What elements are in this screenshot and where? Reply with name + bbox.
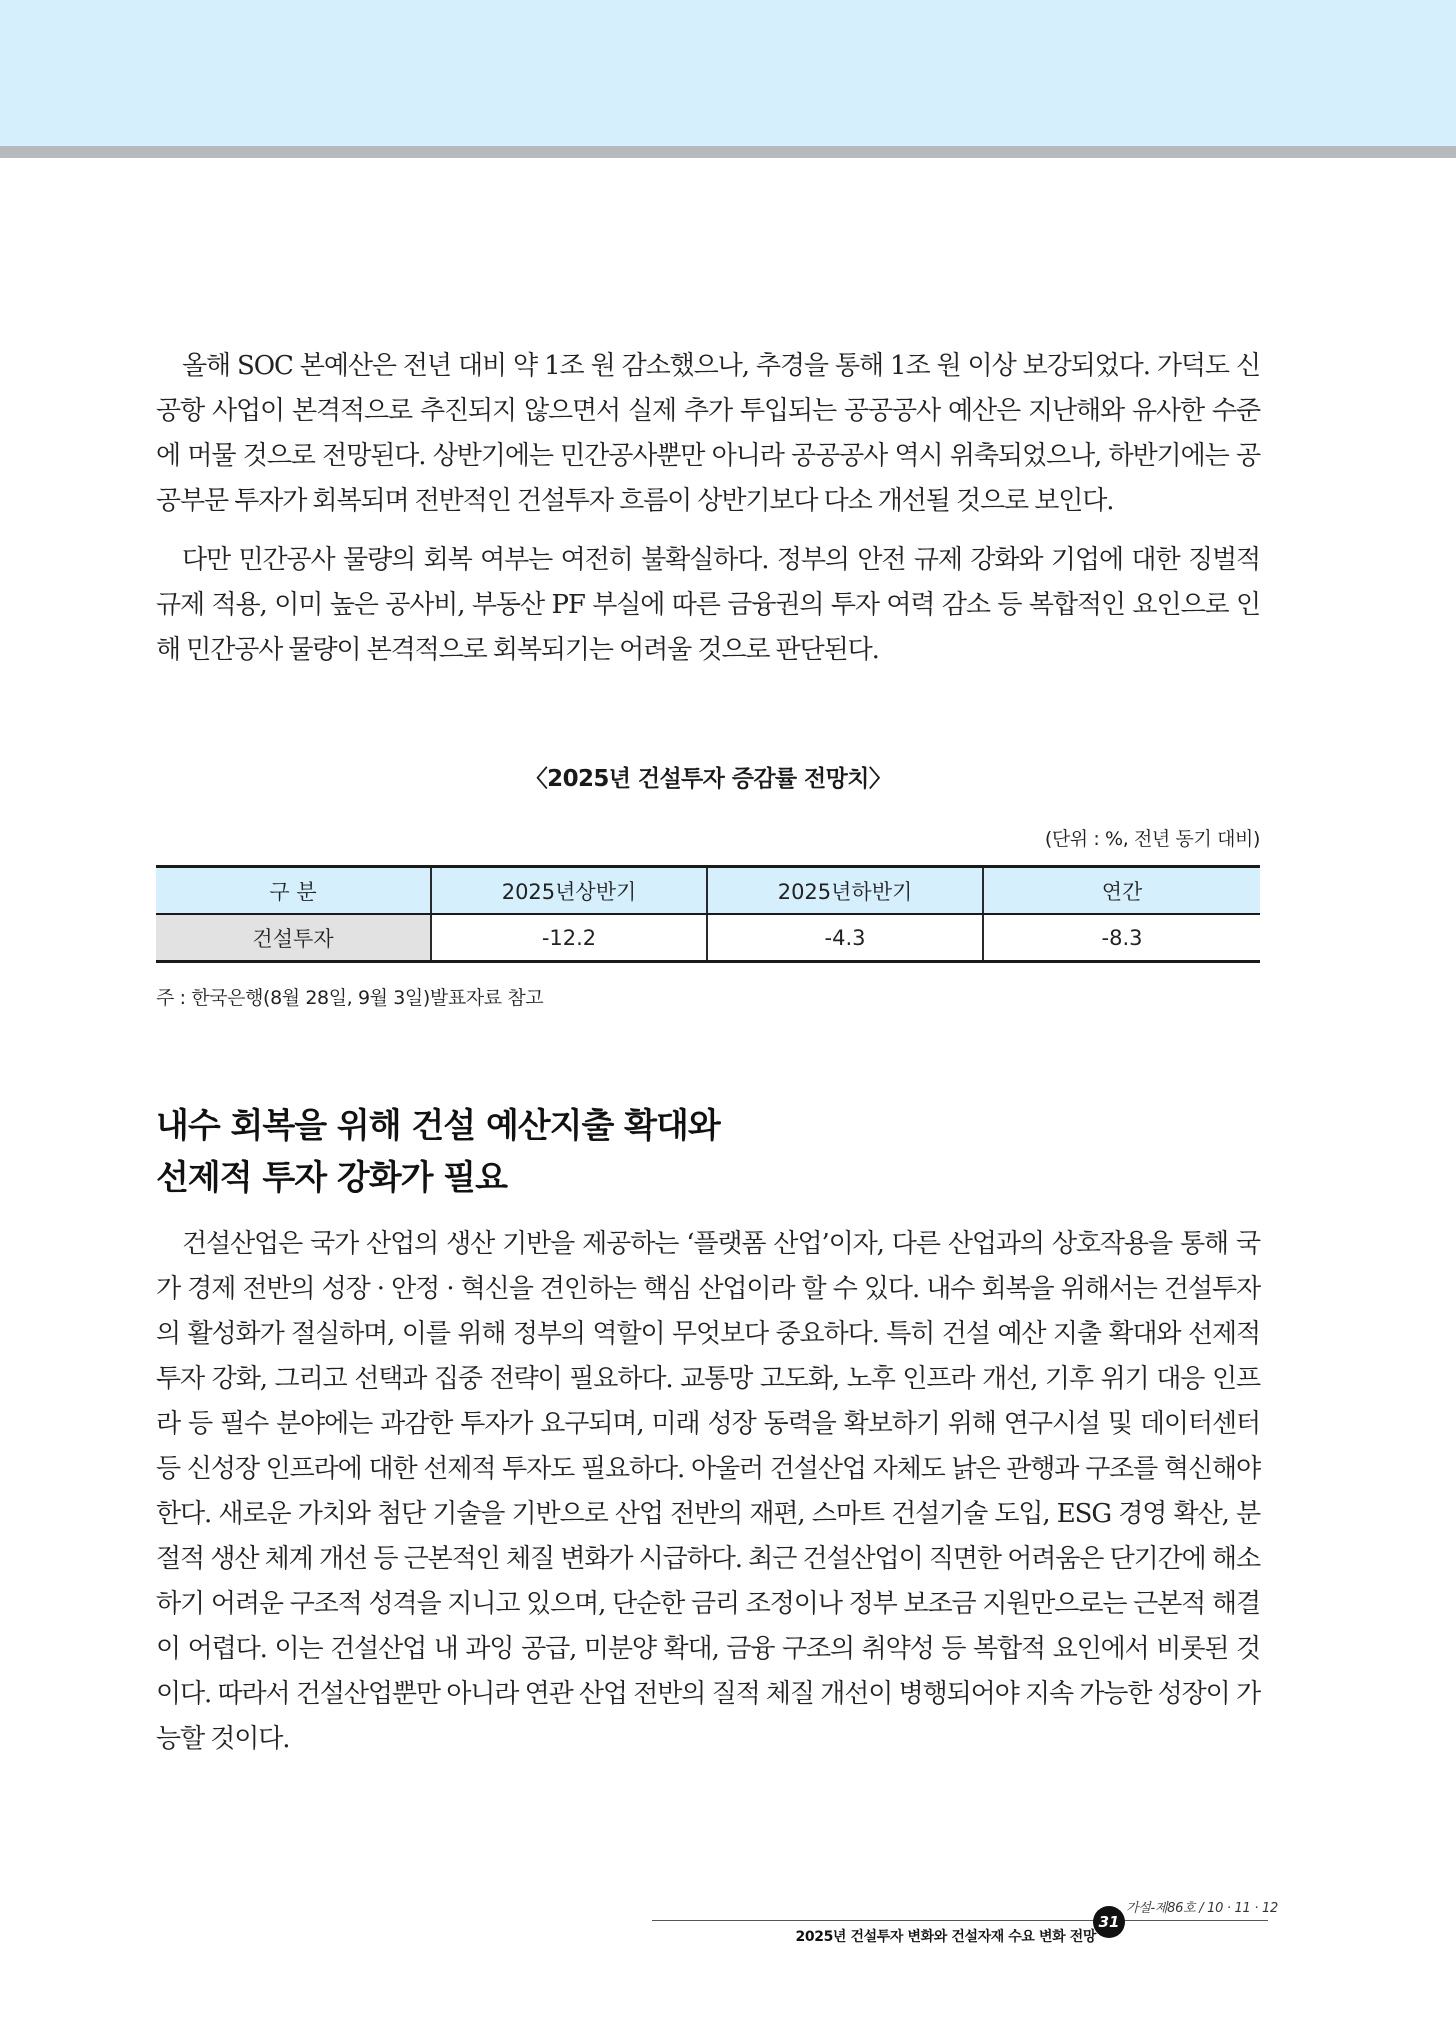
table-cell-h1: -12.2 [431, 914, 707, 962]
section-heading-line-2: 선제적 투자 강화가 필요 [156, 1158, 507, 1198]
header-rule [0, 146, 1456, 158]
table-row-label: 건설투자 [156, 914, 431, 962]
body-paragraph-1: 올해 SOC 본예산은 전년 대비 약 1조 원 감소했으나, 추경을 통해 1조 원 이상 보강되었다. 가덕도 신공항 사업이 본격적으로 추진되지 않으면서 실제 추가 투입되는 공공공사 예산은 지난해와 유사한 수준에 머물 것으로 전망된다. 상반기에는 민간공사뿐만 아니라 공공공사 역시 위축되었으나, 하반기에는 공공부문 투자가 회복되며 전반적인 건설투자 흐름이 상반기보다 다소 개선될 것으로 보인다. [156, 351, 1260, 516]
table-header-h2: 2025년하반기 [707, 867, 983, 915]
footer-issue: 가설-제86호 / 10 · 11 · 12 [1126, 1901, 1278, 1916]
table-header-h1: 2025년상반기 [431, 867, 707, 915]
body-paragraph-2: 다만 민간공사 물량의 회복 여부는 여전히 불확실하다. 정부의 안전 규제 강화와 기업에 대한 징벌적 규제 적용, 이미 높은 공사비, 부동산 PF 부실에 따른 금융권의 투자 여력 감소 등 복합적인 요인으로 인해 민간공사 물량이 본격적으로 회복되기는 어려울 것으로 판단된다. [156, 545, 1260, 665]
table-unit: (단위 : %, 전년 동기 대비) [1044, 828, 1260, 850]
body-paragraph-3: 건설산업은 국가 산업의 생산 기반을 제공하는 ‘플랫폼 산업’이자, 다른 산업과의 상호작용을 통해 국가 경제 전반의 성장 · 안정 · 혁신을 견인하는 핵심 산업이라 할 수 있다. 내수 회복을 위해서는 건설투자의 활성화가 절실하며, 이를 위해 정부의 역할이 무엇보다 중요하다. 특히 건설 예산 지출 확대와 선제적 투자 강화, 그리고 선택과 집중 전략이 필요하다. 교통망 고도화, 노후 인프라 개선, 기후 위기 대응 인프라 등 필수 분야에는 과감한 투자가 요구되며, 미래 성장 동력을 확보하기 위해 연구시설 및 데이터센터 등 신성장 인프라에 대한 선제적 투자도 필요하다. 아울러 건설산업 자체도 낡은 관행과 구조를 혁신해야 한다. 새로운 가치와 첨단 기술을 기반으로 산업 전반의 재편, 스마트 건설기술 도입, ESG 경영 확산, 분절적 생산 체계 개선 등 근본적인 체질 변화가 시급하다. 최근 건설산업이 직면한 어려움은 단기간에 해소하기 어려운 구조적 성격을 지니고 있으며, 단순한 금리 조정이나 정부 보조금 지원만으로는 근본적 해결이 어렵다. 이는 건설산업 내 과잉 공급, 미분양 확대, 금융 구조의 취약성 등 복합적 요인에서 비롯된 것이다. 따라서 건설산업뿐만 아니라 연관 산업 전반의 질적 체질 개선이 병행되어야 지속 가능한 성장이 가능할 것이다. [156, 1229, 1260, 1754]
table-header-row [156, 867, 1260, 915]
table-cell-h2: -4.3 [707, 914, 983, 962]
table-cell-annual: -8.3 [983, 914, 1260, 962]
table-header-annual: 연간 [983, 867, 1260, 915]
footer-running-title: 2025년 건설투자 변화와 건설자재 수요 변화 전망 [795, 1929, 1096, 1945]
header-band [0, 0, 1456, 146]
section-heading-line-1: 내수 회복을 위해 건설 예산지출 확대와 [156, 1106, 720, 1146]
page-number-badge [1093, 1906, 1125, 1938]
section-heading [156, 1100, 720, 1204]
table-header-category: 구 분 [156, 867, 431, 915]
table-row [156, 914, 1260, 962]
table-title: 〈2025년 건설투자 증감률 전망치〉 [524, 766, 892, 792]
table-note: 주 : 한국은행(8월 28일, 9월 3일)발표자료 참고 [156, 987, 544, 1009]
forecast-table [156, 865, 1260, 963]
footer-rule [652, 1920, 1268, 1921]
page-number: 31 [1098, 1913, 1120, 1931]
